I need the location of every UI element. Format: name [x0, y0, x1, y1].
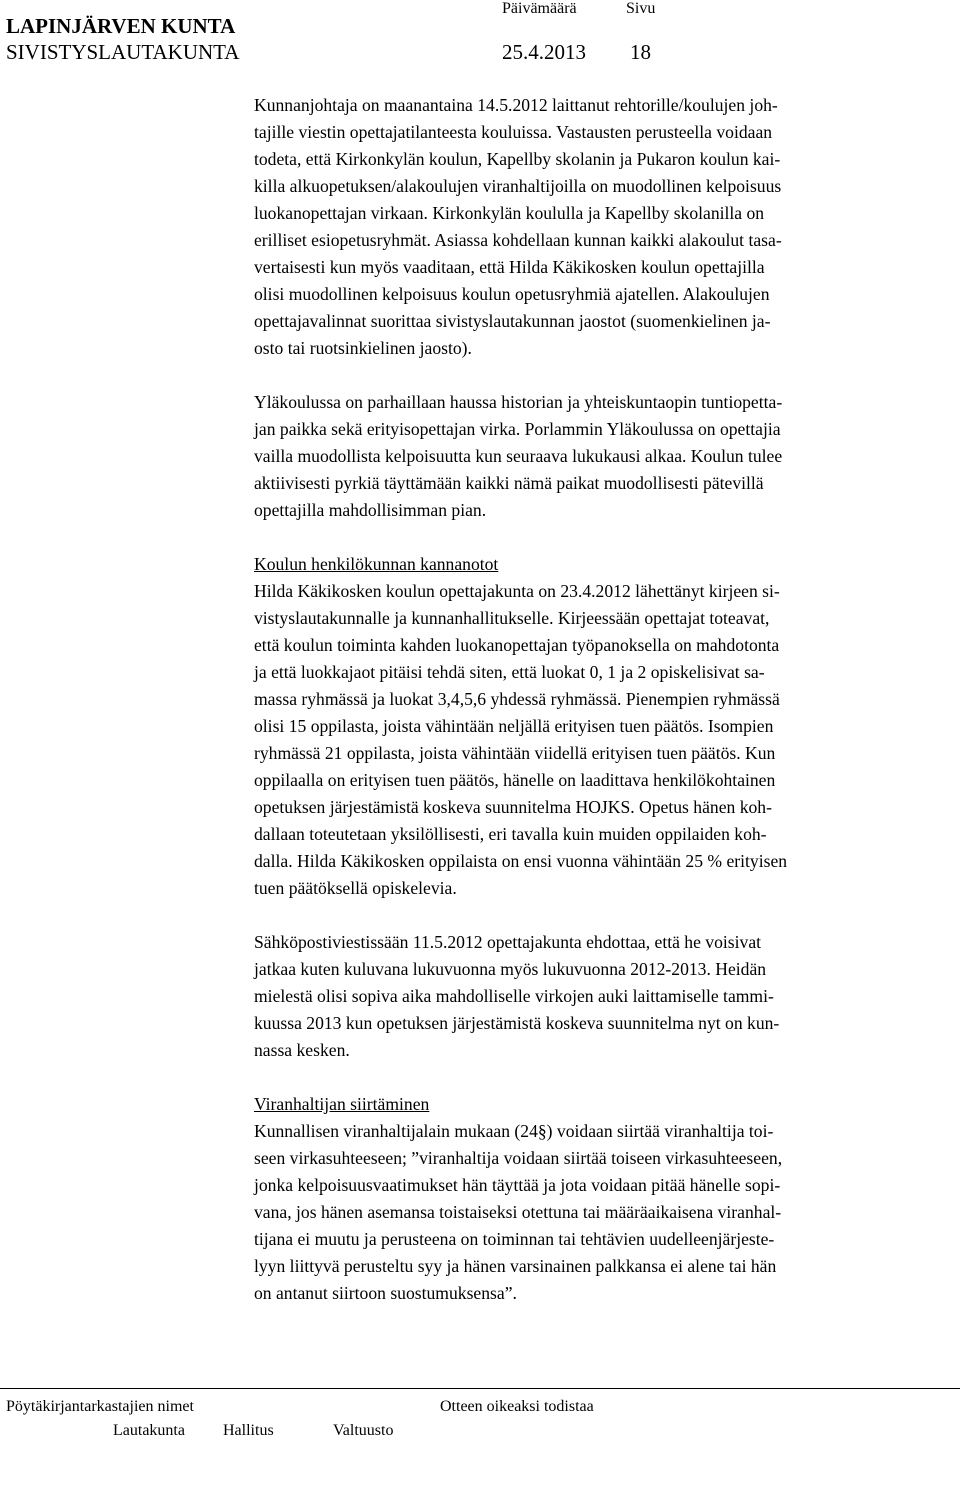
section-heading-staff-statements: Koulun henkilökunnan kannanotot	[254, 554, 499, 574]
footer-body-valtuusto: Valtuusto	[333, 1422, 394, 1439]
paragraph-5	[254, 1118, 954, 1307]
text-line: seen virkasuhteeseen; ”viranhaltija voidaan siirtää toiseen virkasuhteeseen,	[254, 1148, 783, 1168]
text-line: jatkaa kuten kuluvana lukuvuonna myös lukuvuonna 2012-2013. Heidän	[254, 959, 767, 979]
paragraph-1	[254, 92, 954, 362]
text-line: Kunnanjohtaja on maanantaina 14.5.2012 laittanut rehtorille/koulujen joh-	[254, 95, 778, 115]
document-date: 25.4.2013	[502, 40, 586, 64]
text-line: Kunnallisen viranhaltijalain mukaan (24§) voidaan siirtää viranhaltija toi-	[254, 1121, 774, 1141]
text-line: aktiivisesti pyrkiä täyttämään kaikki nämä paikat muodollisesti pätevillä	[254, 473, 764, 493]
text-line: Hilda Käkikosken koulun opettajakunta on 23.4.2012 lähettänyt kirjeen si-	[254, 581, 780, 601]
text-line: opettajilla mahdollisimman pian.	[254, 500, 487, 520]
text-line: lyyn liittyvä perusteltu syy ja hänen varsinainen palkkansa ei alene tai hän	[254, 1256, 777, 1276]
text-line: jonka kelpoisuusvaatimukset hän täyttää ja jota voidaan pitää hänelle sopi-	[254, 1175, 781, 1195]
text-line: ryhmässä 21 oppilasta, joista vähintään viidellä erityisen tuen päätös. Kun	[254, 743, 776, 763]
text-line: vertaisesti kun myös vaaditaan, että Hilda Käkikosken koulun opettajilla	[254, 257, 765, 277]
text-line: nassa kesken.	[254, 1040, 350, 1060]
text-line: osto tai ruotsinkielinen jaosto).	[254, 338, 472, 358]
text-line: killa alkuopetuksen/alakoulujen viranhaltijoilla on muodollinen kelpoisuus	[254, 176, 782, 196]
text-line: opettajavalinnat suorittaa sivistyslautakunnan jaostot (suomenkielinen ja-	[254, 311, 771, 331]
text-line: dalla. Hilda Käkikosken oppilaista on ensi vuonna vähintään 25 % erityisen	[254, 851, 788, 871]
text-line: vana, jos hänen asemansa toistaiseksi otettuna tai määräaikaisena viranhal-	[254, 1202, 782, 1222]
text-line: ja että luokkajaot pitäisi tehdä siten, että luokat 0, 1 ja 2 opiskelisivat sa-	[254, 662, 765, 682]
text-line: vailla muodollista kelpoisuutta kun seuraava lukukausi alkaa. Koulun tulee	[254, 446, 783, 466]
text-line: erilliset esiopetusryhmät. Asiassa kohdellaan kunnan kaikki alakoulut tasa-	[254, 230, 782, 250]
board-name: SIVISTYSLAUTAKUNTA	[6, 40, 240, 64]
text-line: Yläkoulussa on parhaillaan haussa historian ja yhteiskuntaopin tuntiopetta-	[254, 392, 783, 412]
page-number: 18	[630, 40, 651, 64]
text-line: tuen päätöksellä opiskelevia.	[254, 878, 457, 898]
page-label: Sivu	[626, 0, 656, 17]
text-line: tijana ei muutu ja perusteena on toiminnan tai tehtävien uudelleenjärjeste-	[254, 1229, 775, 1249]
footer-body-lautakunta: Lautakunta	[113, 1422, 185, 1439]
text-line: luokanopettajan virkaan. Kirkonkylän koululla ja Kapellby skolanilla on	[254, 203, 765, 223]
text-line: oppilaalla on erityisen tuen päätös, hänelle on laadittava henkilökohtainen	[254, 770, 776, 790]
text-line: jan paikka sekä erityisopettajan virka. Porlammin Yläkoulussa on opettajia	[254, 419, 781, 439]
text-line: kuussa 2013 kun opetuksen järjestämistä koskeva suunnitelma nyt on kun-	[254, 1013, 780, 1033]
text-line: että koulun toiminta kahden luokanopettajan työpanoksella on mahdotonta	[254, 635, 780, 655]
reviewers-label: Pöytäkirjantarkastajien nimet	[6, 1398, 194, 1415]
footer-divider	[0, 1388, 960, 1389]
text-line: on antanut siirtoon suostumuksensa”.	[254, 1283, 517, 1303]
text-line: dallaan toteutetaan yksilöllisesti, eri tavalla kuin muiden oppilaiden koh-	[254, 824, 767, 844]
paragraph-3	[254, 578, 954, 902]
footer-body-hallitus: Hallitus	[223, 1422, 274, 1439]
text-line: todeta, että Kirkonkylän koulun, Kapellby skolanin ja Pukaron koulun kai-	[254, 149, 781, 169]
text-line: massa ryhmässä ja luokat 3,4,5,6 yhdessä ryhmässä. Pienempien ryhmässä	[254, 689, 780, 709]
text-line: Sähköpostiviestissään 11.5.2012 opettajakunta ehdottaa, että he voisivat	[254, 932, 762, 952]
text-line: tajille viestin opettajatilanteesta kouluissa. Vastausten perusteella voidaan	[254, 122, 773, 142]
text-line: olisi muodollinen kelpoisuus koulun opetusryhmiä ajatellen. Alakoulujen	[254, 284, 770, 304]
text-line: olisi 15 oppilasta, joista vähintään neljällä erityisen tuen päätös. Isompien	[254, 716, 774, 736]
paragraph-2	[254, 389, 954, 524]
document-body	[254, 92, 954, 1307]
section-heading-official-transfer: Viranhaltijan siirtäminen	[254, 1094, 430, 1114]
text-line: mielestä olisi sopiva aika mahdolliselle virkojen auki laittamiselle tammi-	[254, 986, 774, 1006]
text-line: opetuksen järjestämistä koskeva suunnitelma HOJKS. Opetus hänen koh-	[254, 797, 772, 817]
organization-name: LAPINJÄRVEN KUNTA	[6, 14, 236, 38]
paragraph-4	[254, 929, 954, 1064]
date-label: Päivämäärä	[502, 0, 577, 17]
certified-copy-label: Otteen oikeaksi todistaa	[440, 1398, 594, 1415]
text-line: vistyslautakunnalle ja kunnanhallitukselle. Kirjeessään opettajat toteavat,	[254, 608, 770, 628]
